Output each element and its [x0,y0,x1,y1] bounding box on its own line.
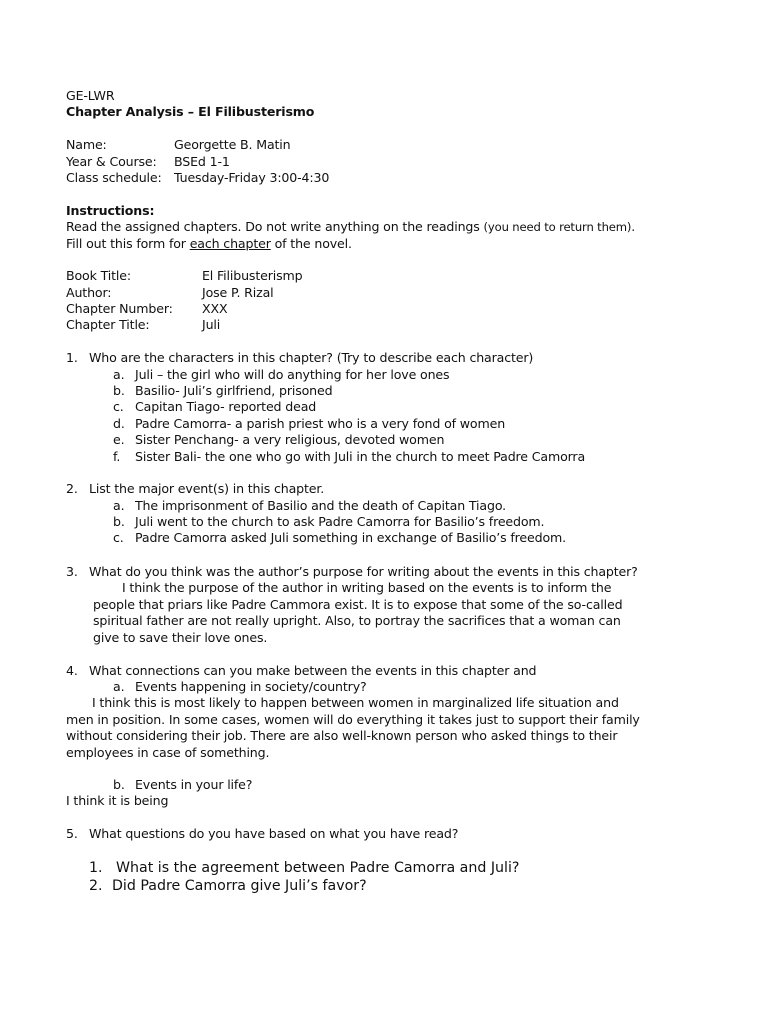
list-letter: b. [113,383,125,398]
document-title: Chapter Analysis – El Filibusterismo [66,104,315,119]
instructions-text: Fill out this form for [66,236,190,251]
answer-line: employees in case of something. [66,745,270,760]
list-letter: b. [113,777,125,792]
instructions-line-2 [66,236,352,252]
list-text: What is the agreement between Padre Camorra and Juli? [116,860,520,876]
schedule-label: Class schedule: [66,170,162,185]
question-text: List the major event(s) in this chapter. [89,481,325,496]
list-letter: a. [113,498,125,513]
list-letter: a. [113,679,125,694]
list-text: Juli went to the church to ask Padre Camorra for Basilio’s freedom. [135,514,545,529]
question-text: What questions do you have based on what you have read? [89,826,459,841]
list-letter: c. [113,399,124,414]
list-text: Sister Bali- the one who go with Juli in the church to meet Padre Camorra [135,449,586,464]
author-value: Jose P. Rizal [202,285,274,300]
answer-line: people that priars like Padre Cammora exist. It is to expose that some of the so-called [93,597,623,612]
author-label: Author: [66,285,112,300]
answer-line: give to save their love ones. [93,630,268,645]
list-letter: c. [113,530,124,545]
list-text: Sister Penchang- a very religious, devoted women [135,432,445,447]
question-text: What connections can you make between the events in this chapter and [89,663,537,678]
list-letter: d. [113,416,125,431]
instructions-text: Read the assigned chapters. Do not write anything on the readings [66,219,484,234]
instructions-emphasis: each chapter [189,236,271,251]
chapter-number-label: Chapter Number: [66,301,173,316]
question-text: Who are the characters in this chapter? (Try to describe each character) [89,350,534,365]
course-label: Year & Course: [66,154,157,169]
answer-line: I think the purpose of the author in writing based on the events is to inform the [122,580,612,595]
list-letter: e. [113,432,125,447]
name-value: Georgette B. Matin [174,137,291,152]
list-number: 1. [89,860,103,876]
course-code: GE-LWR [66,88,115,103]
answer-line: I think it is being [66,793,169,808]
list-letter: b. [113,514,125,529]
course-value: BSEd 1-1 [174,154,230,169]
chapter-title-value: Juli [202,317,221,332]
list-text: Did Padre Camorra give Juli’s favor? [112,878,367,894]
answer-line: spiritual father are not really upright. Also, to portray the sacrifices that a woman can [93,613,621,628]
answer-line: men in position. In some cases, women will do everything it takes just to support their family [66,712,640,727]
question-text: What do you think was the author’s purpose for writing about the events in this chapter? [89,564,638,579]
name-label: Name: [66,137,107,152]
question-number: 5. [66,826,78,841]
list-text: Capitan Tiago- reported dead [135,399,317,414]
question-number: 1. [66,350,78,365]
list-text: Padre Camorra- a parish priest who is a very fond of women [135,416,506,431]
list-text: Events happening in society/country? [135,679,367,694]
list-text: Juli – the girl who will do anything for her love ones [135,367,450,382]
chapter-title-label: Chapter Title: [66,317,150,332]
list-letter: a. [113,367,125,382]
list-number: 2. [89,878,103,894]
question-number: 2. [66,481,78,496]
instructions-period: . [631,219,636,234]
instructions-text: of the novel. [270,236,352,251]
list-text: Events in your life? [135,777,253,792]
instructions-line-1 [66,219,635,235]
book-title-label: Book Title: [66,268,131,283]
list-text: Basilio- Juli’s girlfriend, prisoned [135,383,333,398]
book-title-value: El Filibusterismp [202,268,303,283]
schedule-value: Tuesday-Friday 3:00-4:30 [174,170,330,185]
instructions-note: (you need to return them) [483,220,632,234]
answer-line: without considering their job. There are also well-known person who asked things to their [66,728,618,743]
instructions-heading: Instructions: [66,203,155,218]
answer-line: I think this is most likely to happen between women in marginalized life situation and [92,695,619,710]
list-text: Padre Camorra asked Juli something in exchange of Basilio’s freedom. [135,530,566,545]
list-text: The imprisonment of Basilio and the death of Capitan Tiago. [135,498,507,513]
list-letter: f. [113,449,121,464]
question-number: 3. [66,564,78,579]
question-number: 4. [66,663,78,678]
chapter-number-value: XXX [202,301,228,316]
